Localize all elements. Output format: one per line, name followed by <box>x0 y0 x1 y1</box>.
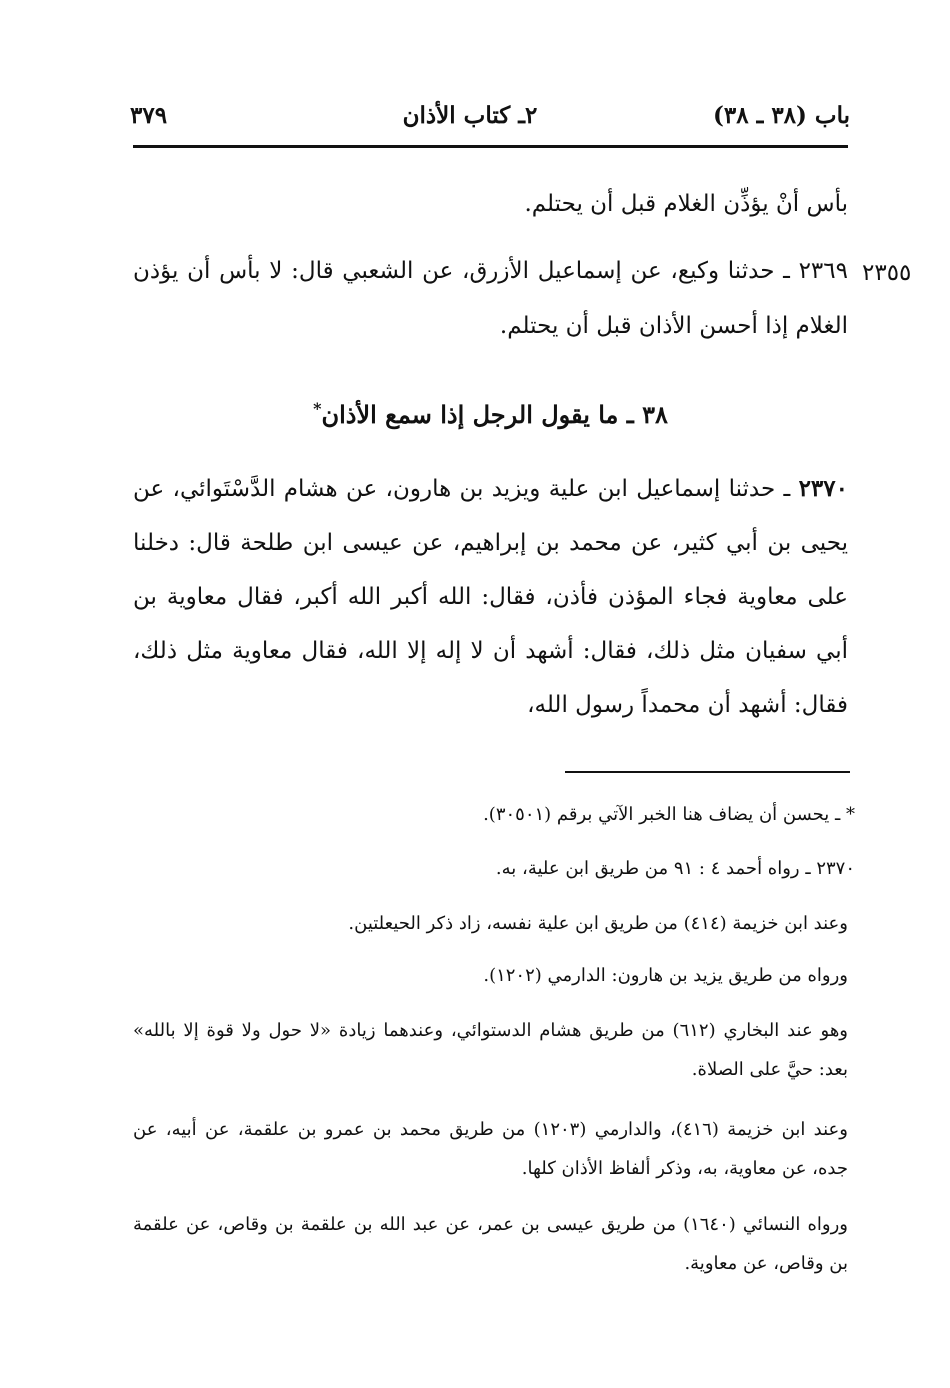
footnote-1: * ـ يحسن أن يضاف هنا الخبر الآتي برقم (٣٠٥٠١). <box>483 804 855 825</box>
header-rule <box>133 145 848 148</box>
section-heading <box>133 384 848 440</box>
hadith-number: ٢٣٧٠ <box>798 475 848 502</box>
hadith-paragraph-2370 <box>133 462 848 732</box>
footnote-separator <box>565 771 850 773</box>
continuation-paragraph: بأس أنْ يؤذِّن الغلام قبل أن يحتلم. <box>524 191 848 217</box>
hadith-paragraph-2369: ٢٣٦٩ ـ حدثنا وكيع، عن إسماعيل الأزرق، عن الشعبي قال: لا بأس أن يؤذن الغلام إذا أحسن الأذان قبل أن يحتلم. <box>133 258 848 339</box>
footnote-7: ورواه النسائي (١٦٤٠) من طريق عيسى بن عمر، عن عبد الله بن علقمة بن وقاص، عن علقمة بن وقاص، عن معاوية. <box>133 1214 848 1274</box>
footnote-4: ورواه من طريق يزيد بن هارون: الدارمي (١٢٠٢). <box>483 965 848 986</box>
section-heading-footnote-mark: * <box>313 399 322 418</box>
footnote-2: ٢٣٧٠ ـ رواه أحمد ٤ : ٩١ من طريق ابن علية، به. <box>495 858 855 879</box>
footnote-3: وعند ابن خزيمة (٤١٤) من طريق ابن علية نفسه، زاد ذكر الحيعلتين. <box>348 913 848 934</box>
margin-cross-reference-number: ٢٣٥٥ <box>862 260 912 286</box>
section-heading-text: ٣٨ ـ ما يقول الرجل إذا سمع الأذان <box>321 400 668 429</box>
page-number: ٣٧٩ <box>130 102 168 129</box>
running-header-book-title: ٢ـ كتاب الأذان <box>402 102 538 129</box>
running-header-chapter: باب (٣٨ ـ ٣٨) <box>712 102 850 129</box>
footnote-5: وهو عند البخاري (٦١٢) من طريق هشام الدستوائي، وعندهما زيادة «لا حول ولا قوة إلا بالله» بعد: حيَّ على الصلاة. <box>133 1020 848 1080</box>
footnote-6: وعند ابن خزيمة (٤١٦)، والدارمي (١٢٠٣) من طريق محمد بن عمرو بن علقمة، عن أبيه، عن جده، عن معاوية، به، وذكر ألفاظ الأذان كلها. <box>133 1119 848 1179</box>
hadith-text: ـ حدثنا إسماعيل ابن علية ويزيد بن هارون، عن هشام الدَّسْتَوائي، عن يحيى بن أبي كثير، عن محمد بن إبراهيم، عن عيسى ابن طلحة قال: دخلنا على معاوية فجاء المؤذن فأذن، فقال: الله أكبر الله أكبر، فقال معاوية بن أبي سفيان مثل ذلك، فقال: أشهد أن لا إله إلا الله، فقال معاوية مثل ذلك، فقال: أشهد أن محمداً رسول الله، <box>133 476 848 718</box>
